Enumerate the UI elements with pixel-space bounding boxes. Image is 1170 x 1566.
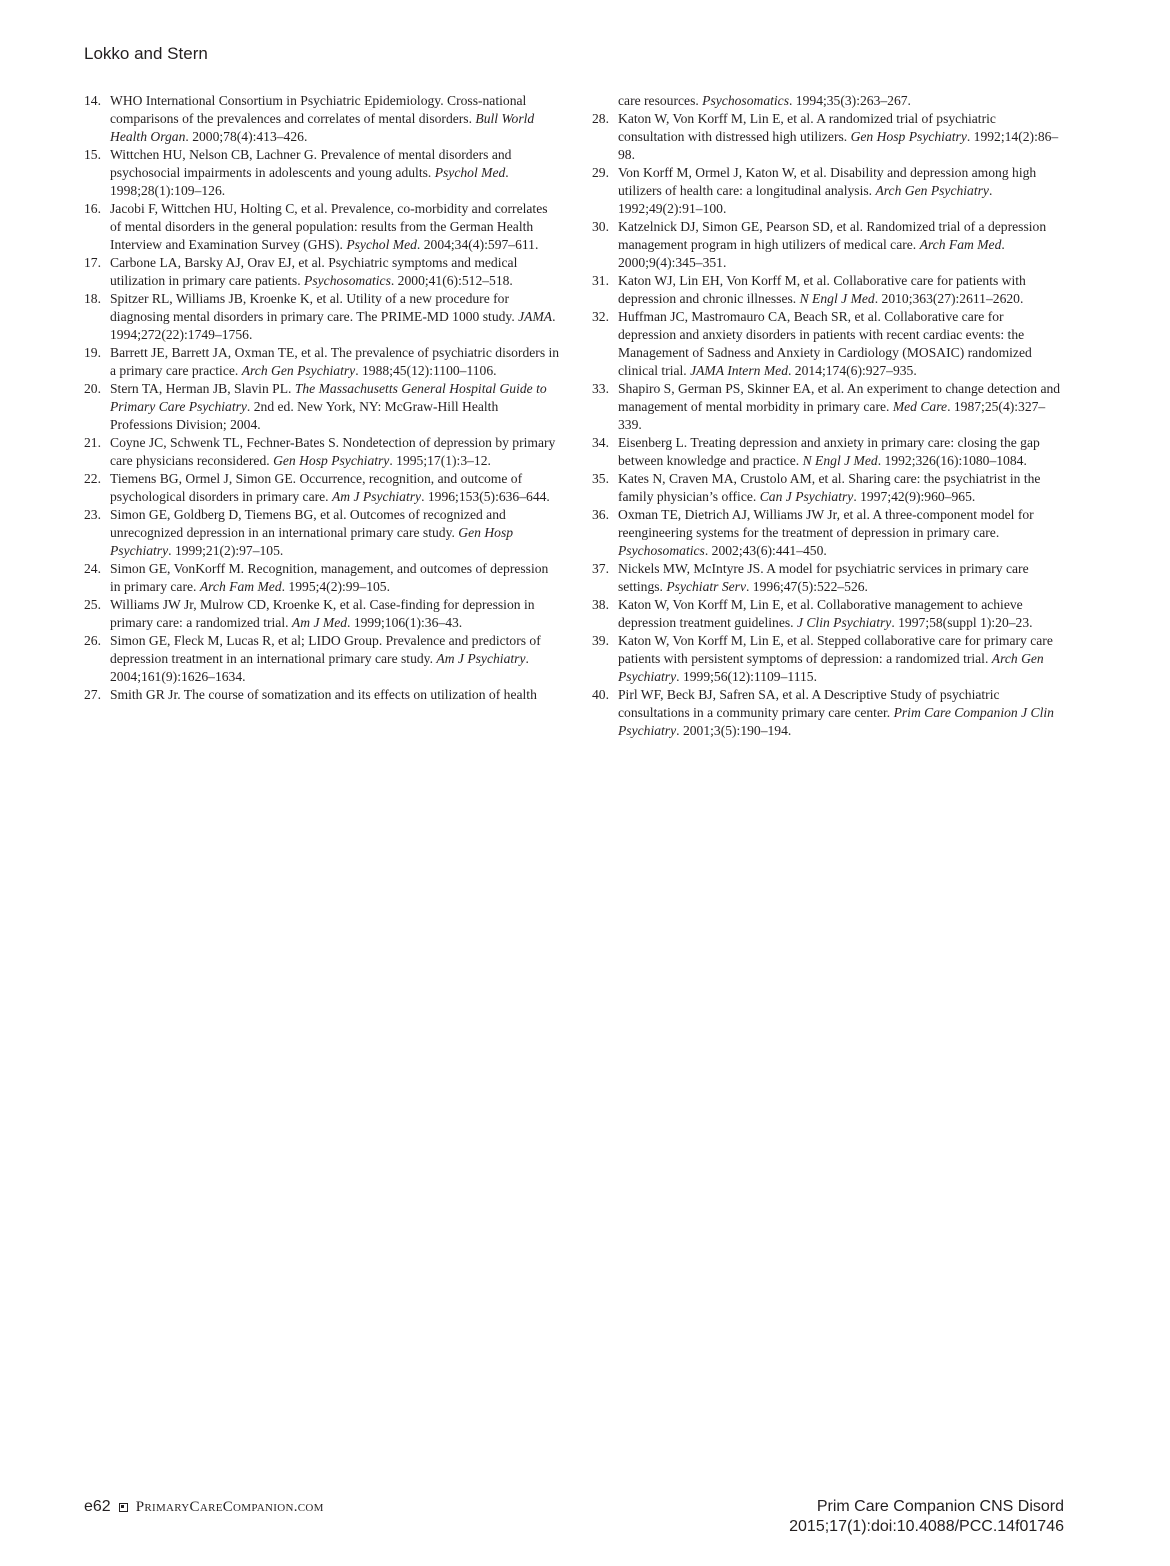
reference-text-segment: . 2004;161(9):1626–1634.: [110, 651, 529, 684]
references-left-column: [84, 92, 560, 704]
reference-text-segment: . 2nd ed. New York, NY: McGraw-Hill Health Professions Division; 2004.: [110, 399, 499, 432]
reference-item: [592, 308, 1062, 380]
journal-title: Med Care: [892, 399, 948, 414]
reference-item: [84, 92, 560, 146]
reference-text-segment: . 1999;106(1):36–43.: [347, 615, 463, 630]
reference-text-segment: . 1992;326(16):1080–1084.: [877, 453, 1027, 468]
reference-text: [110, 506, 560, 560]
reference-number: 37.: [592, 561, 609, 576]
reference-text-segment: . 1998;28(1):109–126.: [110, 165, 509, 198]
reference-text: [618, 164, 1062, 218]
reference-text: [618, 560, 1062, 596]
journal-title: Psychiatr Serv: [666, 579, 746, 594]
reference-text-segment: . 1999;56(12):1109–1115.: [676, 669, 817, 684]
reference-item: [592, 272, 1062, 308]
reference-text-segment: Spitzer RL, Williams JB, Kroenke K, et al. Utility of a new procedure for diagnosing mental disorders in primary care. The PRIME-MD 1000 study.: [110, 291, 519, 324]
reference-text-segment: Eisenberg L. Treating depression and anxiety in primary care: closing the gap between knowledge and practice.: [618, 435, 1040, 468]
reference-text-segment: Tiemens BG, Ormel J, Simon GE. Occurrence, recognition, and outcome of psychological disorders in primary care.: [110, 471, 523, 504]
reference-text-segment: care resources.: [618, 93, 703, 108]
reference-text-segment: Katon W, Von Korff M, Lin E, et al. Stepped collaborative care for primary care patients with persistent symptoms of depression: a randomized trial.: [618, 633, 1053, 666]
reference-number: 30.: [592, 219, 609, 234]
reference-text-segment: Kates N, Craven MA, Crustolo AM, et al. Sharing care: the psychiatrist in the family physician’s office.: [618, 471, 1041, 504]
reference-number: 15.: [84, 147, 101, 162]
journal-title: Bull World Health Organ: [110, 111, 535, 144]
reference-item: [592, 560, 1062, 596]
reference-text-segment: Simon GE, Goldberg D, Tiemens BG, et al. Outcomes of recognized and unrecognized depression in an international primary care study.: [110, 507, 506, 540]
reference-text-segment: . 1997;42(9):960–965.: [853, 489, 976, 504]
reference-item: [84, 686, 560, 704]
reference-item: [592, 632, 1062, 686]
reference-text: [110, 632, 560, 686]
reference-number: 36.: [592, 507, 609, 522]
journal-title: Psychol Med: [434, 165, 506, 180]
reference-text: [110, 200, 560, 254]
reference-text-segment: . 1992;49(2):91–100.: [618, 183, 993, 216]
reference-number: 33.: [592, 381, 609, 396]
journal-title: Can J Psychiatry: [759, 489, 854, 504]
reference-text: [110, 92, 560, 146]
reference-text-segment: Simon GE, VonKorff M. Recognition, management, and outcomes of depression in primary care.: [110, 561, 549, 594]
reference-text-segment: . 1995;17(1):3–12.: [389, 453, 491, 468]
reference-text-segment: Simon GE, Fleck M, Lucas R, et al; LIDO Group. Prevalence and predictors of depression treatment in an international primary care study.: [110, 633, 541, 666]
reference-text: [110, 146, 560, 200]
reference-text-segment: Von Korff M, Ormel J, Katon W, et al. Disability and depression among high utilizers of health care: a longitudinal analysis.: [618, 165, 1037, 198]
reference-text-segment: . 2000;41(6):512–518.: [390, 273, 513, 288]
journal-title: Arch Fam Med: [919, 237, 1002, 252]
reference-text-segment: . 2014;174(6):927–935.: [788, 363, 917, 378]
reference-number: 23.: [84, 507, 101, 522]
reference-text-segment: . 1988;45(12):1100–1106.: [355, 363, 497, 378]
reference-text-segment: Williams JW Jr, Mulrow CD, Kroenke K, et al. Case-finding for depression in primary care: a randomized trial.: [110, 597, 535, 630]
reference-number: 32.: [592, 309, 609, 324]
reference-number: 24.: [84, 561, 101, 576]
reference-text-segment: . 1994;272(22):1749–1756.: [110, 309, 556, 342]
reference-item: [84, 380, 560, 434]
reference-number: 35.: [592, 471, 609, 486]
reference-text-segment: . 1996;153(5):636–644.: [421, 489, 550, 504]
reference-text-segment: Huffman JC, Mastromauro CA, Beach SR, et al. Collaborative care for depression and anxiety disorders in patients with recent cardiac events: the Management of Sadness and Anxiety in Cardiology (MOSAIC) randomized clinical trial.: [618, 309, 1032, 378]
journal-title: Psychosomatics: [618, 543, 705, 558]
page-number: e62: [84, 1498, 111, 1515]
square-bullet-icon: [119, 1503, 128, 1512]
reference-text: [618, 596, 1062, 632]
reference-text: [110, 344, 560, 380]
reference-text-segment: . 1987;25(4):327–339.: [618, 399, 1046, 432]
reference-number: 39.: [592, 633, 609, 648]
reference-number: 25.: [84, 597, 101, 612]
reference-text-segment: Wittchen HU, Nelson CB, Lachner G. Prevalence of mental disorders and psychosocial impairments in adolescents and young adults.: [110, 147, 512, 180]
reference-text-segment: . 2004;34(4):597–611.: [416, 237, 539, 252]
reference-item: [84, 146, 560, 200]
reference-continuation: [592, 92, 1062, 110]
reference-text: [110, 596, 560, 632]
journal-title: Arch Gen Psychiatry: [875, 183, 989, 198]
reference-text-segment: Katon W, Von Korff M, Lin E, et al. Collaborative management to achieve depression treatment guidelines.: [618, 597, 1023, 630]
reference-text-segment: . 2000;78(4):413–426.: [185, 129, 308, 144]
reference-text: [618, 272, 1062, 308]
reference-item: [592, 434, 1062, 470]
journal-title: Gen Hosp Psychiatry: [850, 129, 967, 144]
journal-title: J Clin Psychiatry: [796, 615, 892, 630]
reference-item: [592, 110, 1062, 164]
reference-number: 29.: [592, 165, 609, 180]
reference-text-segment: . 2002;43(6):441–450.: [704, 543, 827, 558]
journal-title: Arch Gen Psychiatry: [618, 651, 1044, 684]
reference-item: [592, 470, 1062, 506]
reference-item: [84, 506, 560, 560]
reference-text-segment: Smith GR Jr. The course of somatization and its effects on utilization of health: [110, 687, 537, 702]
reference-text-segment: . 1997;58(suppl 1):20–23.: [891, 615, 1033, 630]
references-right-list: [592, 110, 1062, 740]
reference-item: [592, 686, 1062, 740]
journal-title: JAMA Intern Med: [690, 363, 788, 378]
reference-number: 22.: [84, 471, 101, 486]
reference-text: [618, 110, 1062, 164]
reference-number: 38.: [592, 597, 609, 612]
reference-text-segment: Katzelnick DJ, Simon GE, Pearson SD, et al. Randomized trial of a depression management program in high utilizers of medical care.: [618, 219, 1047, 252]
reference-text-segment: Stern TA, Herman JB, Slavin PL.: [110, 381, 295, 396]
reference-text: [618, 686, 1062, 740]
journal-title: N Engl J Med: [799, 291, 875, 306]
reference-number: 40.: [592, 687, 609, 702]
journal-title: JAMA: [518, 309, 553, 324]
reference-text: [618, 506, 1062, 560]
reference-text: [110, 560, 560, 596]
journal-website-link[interactable]: PrimaryCareCompanion.com: [135, 1498, 324, 1515]
reference-text-segment: Oxman TE, Dietrich AJ, Williams JW Jr, et al. A three-component model for reengineering systems for the treatment of depression in primary care.: [618, 507, 1034, 540]
reference-text: [618, 632, 1062, 686]
reference-number: 16.: [84, 201, 101, 216]
reference-text-segment: . 1995;4(2):99–105.: [281, 579, 390, 594]
journal-title: N Engl J Med: [802, 453, 878, 468]
reference-item: [84, 632, 560, 686]
reference-text: [110, 434, 560, 470]
reference-text: [618, 218, 1062, 272]
reference-number: 17.: [84, 255, 101, 270]
reference-item: [84, 470, 560, 506]
journal-title: Am J Psychiatry: [436, 651, 526, 666]
reference-text: [110, 686, 560, 704]
reference-text-segment: Coyne JC, Schwenk TL, Fechner-Bates S. Nondetection of depression by primary care physicians reconsidered.: [110, 435, 556, 468]
reference-text: [618, 434, 1062, 470]
reference-text-segment: . 1996;47(5):522–526.: [746, 579, 868, 594]
reference-text: [618, 470, 1062, 506]
running-head: Lokko and Stern: [84, 44, 208, 63]
reference-text-segment: . 1999;21(2):97–105.: [168, 543, 284, 558]
reference-text-segment: Nickels MW, McIntyre JS. A model for psychiatric services in primary care settings.: [618, 561, 1029, 594]
reference-text-segment: Katon WJ, Lin EH, Von Korff M, et al. Collaborative care for patients with depression and chronic illnesses.: [618, 273, 1026, 306]
reference-item: [592, 164, 1062, 218]
journal-title: Arch Gen Psychiatry: [241, 363, 356, 378]
journal-title: Arch Fam Med: [199, 579, 282, 594]
journal-title: Psychosomatics: [702, 93, 789, 108]
reference-number: 26.: [84, 633, 101, 648]
reference-text-segment: Katon W, Von Korff M, Lin E, et al. A randomized trial of psychiatric consultation with distressed high utilizers.: [618, 111, 996, 144]
journal-title: Psychol Med: [346, 237, 417, 252]
journal-title: Gen Hosp Psychiatry: [110, 525, 514, 558]
journal-title: The Massachusetts General Hospital Guide to Primary Care Psychiatry: [110, 381, 547, 414]
reference-text-segment: . 1992;14(2):86–98.: [618, 129, 1059, 162]
journal-title: Psychosomatics: [304, 273, 391, 288]
reference-item: [84, 254, 560, 290]
journal-title: Am J Psychiatry: [331, 489, 422, 504]
reference-number: 19.: [84, 345, 101, 360]
reference-item: [84, 434, 560, 470]
reference-item: [84, 596, 560, 632]
reference-text-segment: Carbone LA, Barsky AJ, Orav EJ, et al. Psychiatric symptoms and medical utilization in primary care patients.: [110, 255, 518, 288]
reference-number: 18.: [84, 291, 101, 306]
references-right-column: [592, 92, 1062, 740]
reference-number: 20.: [84, 381, 101, 396]
reference-text: [110, 254, 560, 290]
footer-journal-name: Prim Care Companion CNS Disord: [816, 1498, 1064, 1515]
footer-citation: [789, 1497, 1064, 1537]
journal-title: Prim Care Companion J Clin Psychiatry: [618, 705, 1054, 738]
reference-text-segment: WHO International Consortium in Psychiatric Epidemiology. Cross-national comparisons of the prevalences and correlates of mental disorders.: [110, 93, 527, 126]
reference-number: 14.: [84, 93, 101, 108]
reference-text: [110, 470, 560, 506]
reference-number: 31.: [592, 273, 609, 288]
reference-number: 27.: [84, 687, 101, 702]
reference-item: [592, 380, 1062, 434]
reference-text: [110, 290, 560, 344]
reference-text-segment: Shapiro S, German PS, Skinner EA, et al. An experiment to change detection and management of mental morbidity in primary care.: [618, 381, 1061, 414]
reference-text: [618, 380, 1062, 434]
reference-item: [592, 596, 1062, 632]
reference-item: [84, 560, 560, 596]
reference-text: [618, 308, 1062, 380]
journal-title: Am J Med: [291, 615, 348, 630]
journal-title: Gen Hosp Psychiatry: [273, 453, 390, 468]
reference-item: [84, 200, 560, 254]
footer-doi: 2015;17(1):doi:10.4088/PCC.14f01746: [789, 1518, 1064, 1535]
reference-number: 21.: [84, 435, 101, 450]
reference-text-segment: Barrett JE, Barrett JA, Oxman TE, et al. The prevalence of psychiatric disorders in a primary care practice.: [110, 345, 560, 378]
reference-item: [84, 344, 560, 380]
reference-text-segment: Jacobi F, Wittchen HU, Holting C, et al. Prevalence, co-morbidity and correlates of mental disorders in the general population: results from the German Health Interview and Examination Survey (GHS).: [110, 201, 548, 252]
reference-text: [110, 380, 560, 434]
reference-item: [592, 218, 1062, 272]
reference-text-segment: . 2000;9(4):345–351.: [618, 237, 1005, 270]
reference-text-segment: . 1994;35(3):263–267.: [789, 93, 911, 108]
reference-number: 34.: [592, 435, 609, 450]
reference-item: [592, 506, 1062, 560]
reference-item: [84, 290, 560, 344]
reference-text-segment: Pirl WF, Beck BJ, Safren SA, et al. A Descriptive Study of psychiatric consultations in a community primary care center.: [618, 687, 1000, 720]
reference-number: 28.: [592, 111, 609, 126]
footer-left: [84, 1498, 324, 1516]
reference-text-segment: . 2001;3(5):190–194.: [676, 723, 792, 738]
reference-text-segment: . 2010;363(27):2611–2620.: [874, 291, 1024, 306]
